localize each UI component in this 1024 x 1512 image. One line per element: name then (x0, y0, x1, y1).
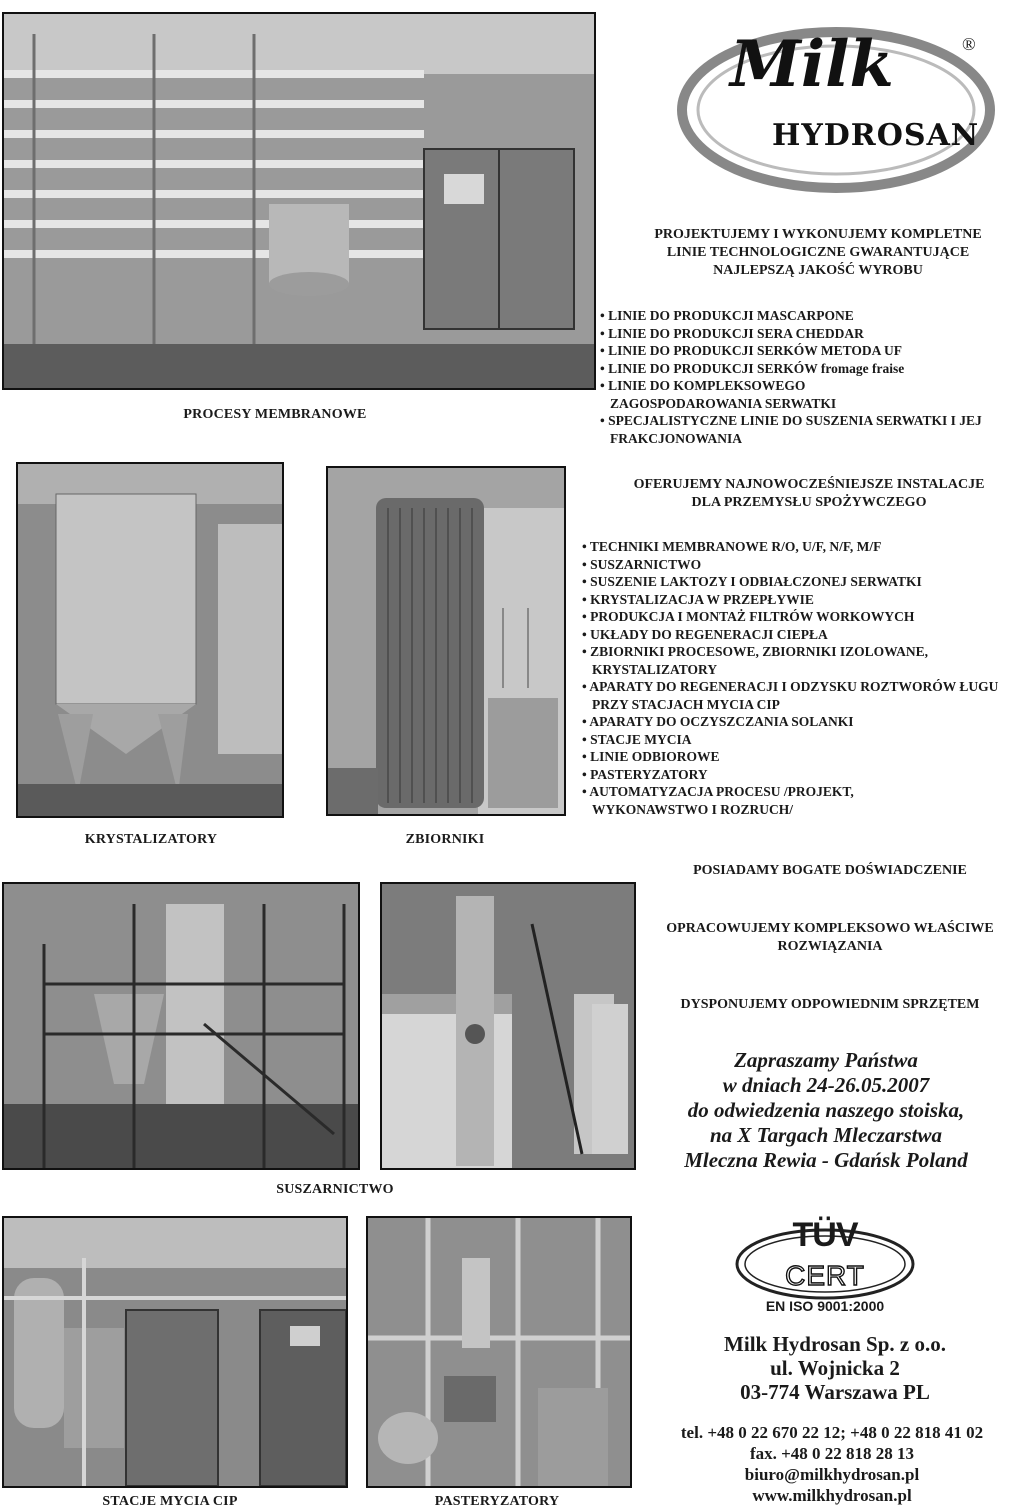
list-item: • APARATY DO REGENERACJI I ODZYSKU ROZTWORÓW ŁUGU PRZY STACJACH MYCIA CIP (582, 678, 1014, 713)
caption-membrane-processes: PROCESY MEMBRANOWE (183, 407, 367, 422)
company-name: Milk Hydrosan Sp. z o.o. (724, 1332, 946, 1356)
list-item: • UKŁADY DO REGENERACJI CIEPŁA (582, 626, 1014, 644)
caption-tanks: ZBIORNIKI (405, 832, 485, 847)
photo-cip-stations (2, 1216, 348, 1488)
services-list (582, 538, 1014, 818)
list-item: • AUTOMATYZACJA PROCESU /PROJEKT, WYKONAWSTWO I ROZRUCH/ (582, 783, 912, 818)
contact-website[interactable]: www.milkhydrosan.pl (752, 1486, 912, 1505)
list-item: • ZBIORNIKI PROCESOWE, ZBIORNIKI IZOLOWANE, KRYSTALIZATORY (582, 643, 992, 678)
company-address (650, 1332, 1020, 1404)
list-item: • LINIE DO PRODUKCJI SERA CHEDDAR (600, 325, 1010, 343)
list-item: • SPECJALISTYCZNE LINIE DO SUSZENIA SERWATKI I JEJ FRAKCJONOWANIA (600, 412, 1010, 447)
invitation-line: do odwiedzenia naszego stoiska, (687, 1098, 965, 1122)
list-item: • LINIE DO PRODUKCJI SERKÓW fromage fraise (600, 360, 1010, 378)
contact-email[interactable]: biuro@milkhydrosan.pl (744, 1465, 920, 1484)
company-contact (640, 1422, 1024, 1506)
list-item: • LINIE DO PRODUKCJI MASCARPONE (600, 307, 1010, 325)
list-item: • LINIE ODBIOROWE (582, 748, 1014, 766)
invitation-line: Zapraszamy Państwa (734, 1048, 918, 1072)
offer-heading (610, 476, 1008, 512)
tuv-cert-logo (730, 1214, 920, 1318)
photo-membrane-processes (2, 12, 596, 390)
intro-line: PROJEKTUJEMY I WYKONUJEMY KOMPLETNE (654, 227, 982, 242)
list-item: • SUSZARNICTWO (582, 556, 1014, 574)
caption-cip: STACJE MYCIA CIP (102, 1494, 238, 1509)
list-item: • APARATY DO OCZYSZCZANIA SOLANKI (582, 713, 1014, 731)
tuv-mark: TÜV (792, 1216, 858, 1254)
iso-standard: EN ISO 9001:2000 (765, 1298, 885, 1314)
logo-brand-bottom: HYDROSAN (772, 118, 980, 153)
photo-drying-building (380, 882, 636, 1170)
intro-line: LINIE TECHNOLOGICZNE GWARANTUJĄCE (666, 245, 970, 260)
photo-tanks (326, 466, 566, 816)
offer-heading-line: DLA PRZEMYSŁU SPOŻYWCZEGO (691, 495, 927, 510)
logo-brand-top: Milk (730, 27, 894, 102)
intro-line: NAJLEPSZĄ JAKOŚĆ WYROBU (713, 263, 923, 278)
caption-crystallizers: KRYSTALIZATORY (84, 832, 218, 847)
company-logo (676, 14, 996, 200)
claim-solutions: OPRACOWUJEMY KOMPLEKSOWO WŁAŚCIWE ROZWIĄZANIA (666, 921, 994, 954)
product-lines-list (600, 307, 1010, 447)
company-street: ul. Wojnicka 2 (770, 1356, 900, 1380)
caption-drying: SUSZARNICTWO (276, 1182, 394, 1197)
offer-heading-line: OFERUJEMY NAJNOWOCZEŚNIEJSZE INSTALACJE (633, 477, 985, 492)
list-item: • TECHNIKI MEMBRANOWE R/O, U/F, N/F, M/F (582, 538, 1014, 556)
claim-experience: POSIADAMY BOGATE DOŚWIADCZENIE (693, 863, 967, 878)
fair-invitation (636, 1048, 1016, 1173)
list-item: • PASTERYZATORY (582, 766, 1014, 784)
invitation-line: w dniach 24-26.05.2007 (722, 1073, 930, 1097)
photo-drying-tower (2, 882, 360, 1170)
invitation-line: Mleczna Rewia - Gdańsk Poland (684, 1148, 968, 1172)
list-item: • STACJE MYCIA (582, 731, 1014, 749)
invitation-line: na X Targach Mleczarstwa (709, 1123, 942, 1147)
claim-equipment: DYSPONUJEMY ODPOWIEDNIM SPRZĘTEM (680, 997, 980, 1012)
contact-tel: tel. +48 0 22 670 22 12; +48 0 22 818 41 02 (680, 1423, 984, 1442)
photo-crystallizers (16, 462, 284, 818)
list-item: • PRODUKCJA I MONTAŻ FILTRÓW WORKOWYCH (582, 608, 1014, 626)
intro-heading (628, 226, 1008, 280)
contact-fax: fax. +48 0 22 818 28 13 (749, 1444, 915, 1463)
list-item: • LINIE DO KOMPLEKSOWEGO ZAGOSPODAROWANIA SERWATKI (600, 377, 860, 412)
caption-pasteurizers: PASTERYZATORY (434, 1494, 560, 1509)
company-city: 03-774 Warszawa PL (740, 1380, 930, 1404)
list-item: • SUSZENIE LAKTOZY I ODBIAŁCZONEJ SERWATKI (582, 573, 1014, 591)
list-item: • KRYSTALIZACJA W PRZEPŁYWIE (582, 591, 1014, 609)
registered-mark: ® (962, 34, 976, 54)
cert-mark: CERT (785, 1260, 865, 1291)
list-item: • LINIE DO PRODUKCJI SERKÓW METODA UF (600, 342, 1010, 360)
photo-pasteurizers (366, 1216, 632, 1488)
